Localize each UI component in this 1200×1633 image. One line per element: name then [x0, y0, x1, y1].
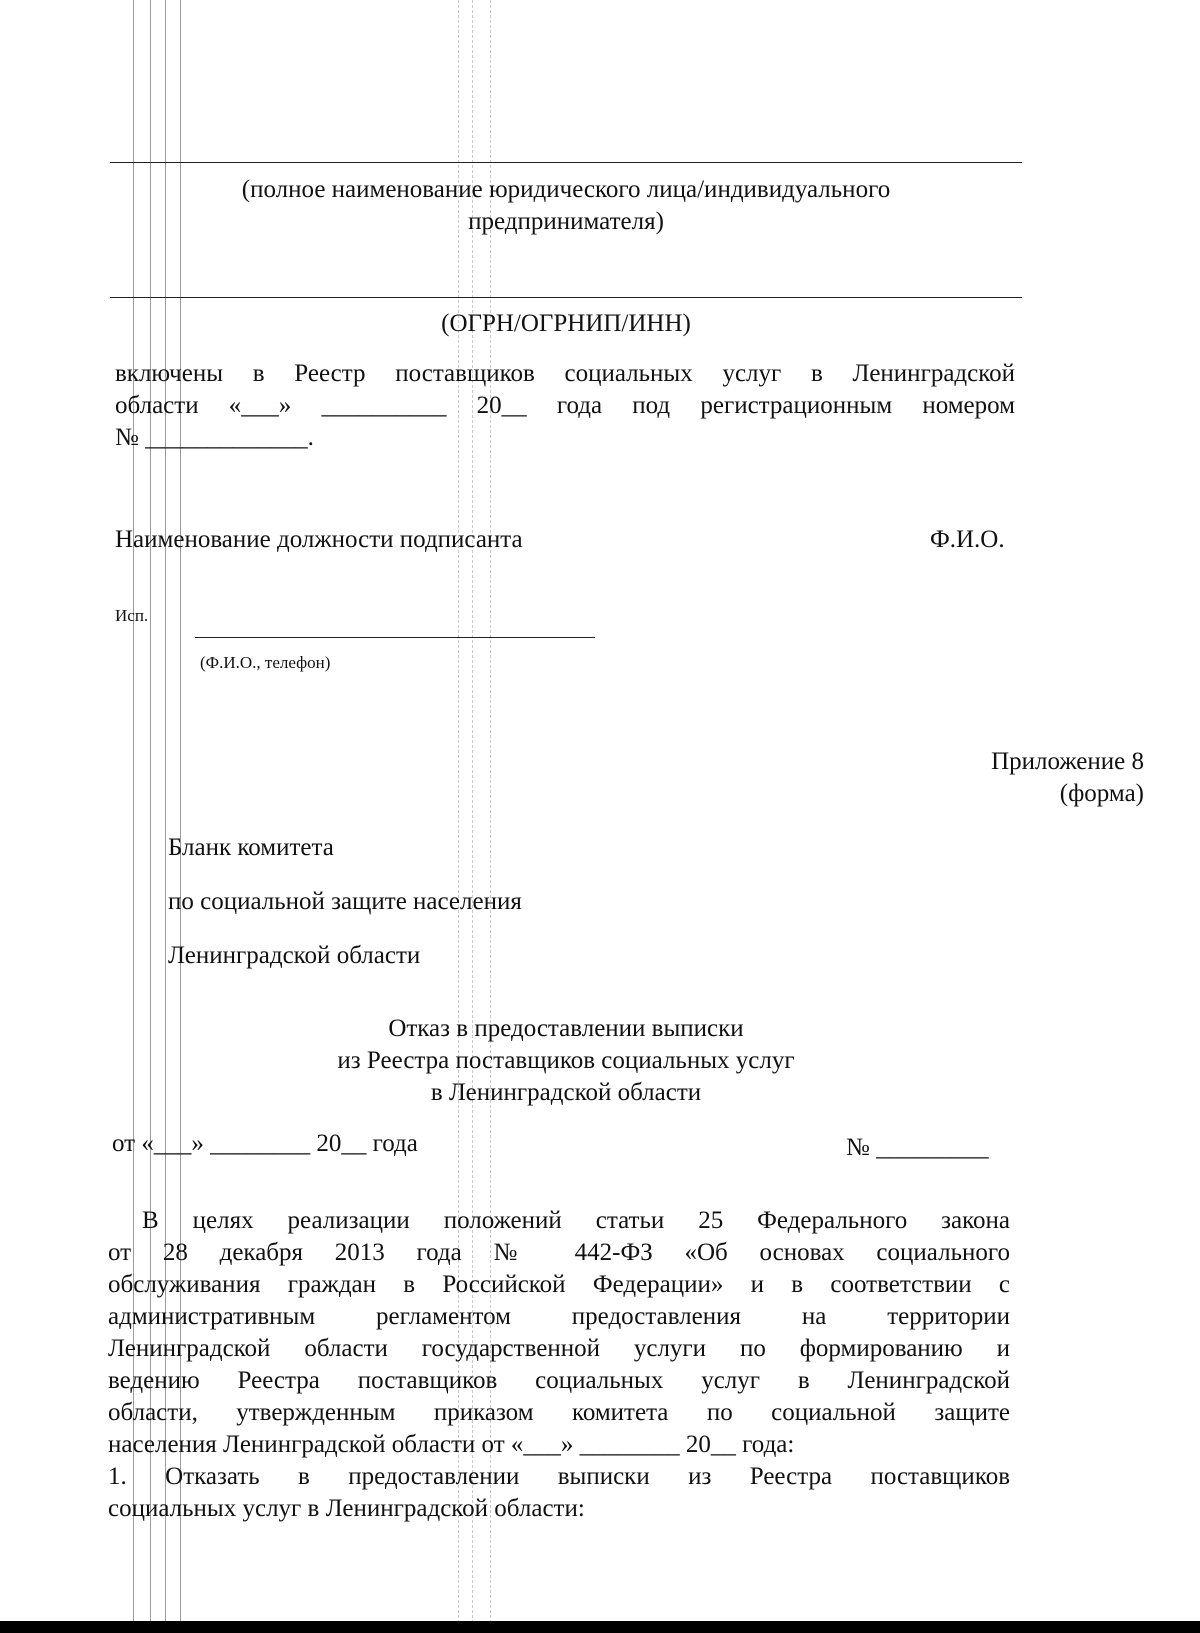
appendix-subtitle: (форма)	[1059, 780, 1144, 807]
document-number: № _________	[846, 1134, 989, 1161]
letterhead-line3: Ленинградской области	[168, 942, 421, 969]
signer-position: Наименование должности подписанта	[115, 526, 523, 553]
legal-name-fill-line	[110, 162, 1022, 163]
executor-caption: (Ф.И.О., телефон)	[200, 653, 331, 672]
ogrn-caption: (ОГРН/ОГРНИП/ИНН)	[441, 310, 691, 337]
body-line: административным регламентом предоставления на территории	[108, 1303, 1010, 1330]
document-date: от «___» ________ 20__ года	[112, 1130, 418, 1157]
signer-fio: Ф.И.О.	[930, 526, 1005, 553]
executor-label: Исп.	[115, 606, 149, 625]
body-line: области, утвержденным приказом комитета по социальной защите	[108, 1399, 1010, 1426]
ogrn-fill-line	[110, 297, 1022, 298]
scan-bottom-edge	[0, 1621, 1200, 1633]
letterhead-line1: Бланк комитета	[168, 834, 334, 861]
legal-name-caption-line1: (полное наименование юридического лица/индивидуального	[241, 176, 891, 203]
registry-line2: области «___» __________ 20__ года под регистрационным номером	[115, 392, 1015, 419]
body-line-last: населения Ленинградской области от «___» ________ 20__ года:	[108, 1431, 795, 1458]
body-line: В целях реализации положений статьи 25 Федерального закона	[142, 1207, 1010, 1234]
document-title-line3: в Ленинградской области	[430, 1079, 702, 1106]
appendix-title: Приложение 8	[991, 748, 1144, 775]
item1-line2: социальных услуг в Ленинградской области:	[108, 1495, 585, 1522]
legal-name-caption-line2: предпринимателя)	[468, 208, 664, 235]
item1-line1: 1. Отказать в предоставлении выписки из Реестра поставщиков	[108, 1463, 1010, 1490]
document-title-line2: из Реестра поставщиков социальных услуг	[337, 1047, 795, 1074]
body-line: обслуживания граждан в Российской Федерации» и в соответствии с	[108, 1271, 1010, 1298]
body-line: Ленинградской области государственной услуги по формированию и	[108, 1335, 1010, 1362]
executor-fill-line	[195, 637, 595, 638]
body-line: ведению Реестра поставщиков социальных услуг в Ленинградской	[108, 1367, 1010, 1394]
letterhead-line2: по социальной защите населения	[168, 888, 522, 915]
document-title-line1: Отказ в предоставлении выписки	[388, 1015, 744, 1042]
registry-line3: № _____________.	[115, 424, 314, 451]
registry-line1: включены в Реестр поставщиков социальных услуг в Ленинградской	[115, 360, 1015, 387]
body-line: от 28 декабря 2013 года № 442-ФЗ «Об основах социального	[108, 1239, 1010, 1266]
